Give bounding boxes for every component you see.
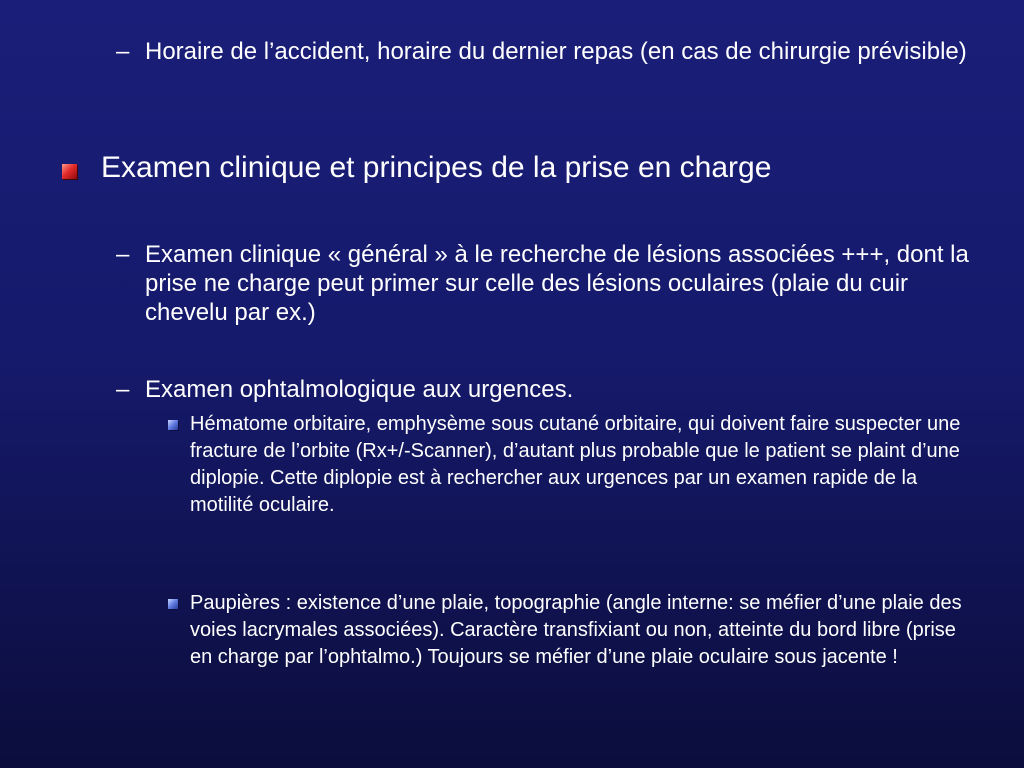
red-square-bullet-icon: [62, 164, 77, 179]
dash-marker: –: [116, 241, 130, 268]
dash-marker: –: [116, 38, 130, 65]
sub-item-general-exam: Examen clinique « général » à le recherche de lésions associées +++, dont la prise ne charge peut primer sur celle des lésions oculaires (plaie du cuir chevelu par ex.): [145, 241, 969, 326]
blue-square-bullet-icon: [168, 420, 178, 430]
sub-item-ophthalmo-exam: Examen ophtalmologique aux urgences.: [145, 376, 574, 403]
dash-marker: –: [116, 376, 130, 403]
blue-square-bullet-icon: [168, 599, 178, 609]
bullet-orbital-hematoma: Hématome orbitaire, emphysème sous cutané orbitaire, qui doivent faire suspecter une fracture de l’orbite (Rx+/-Scanner), d’autant plus probable que le patient se plaint d’une diplopie. Cette diplopie est à rechercher aux urgences par un examen rapide de la motilité oculaire.: [190, 413, 961, 516]
bullet-eyelids: Paupières : existence d’une plaie, topographie (angle interne: se méfier d’une plaie des voies lacrymales associées). Caractère transfixiant ou non, atteinte du bord libre (prise en charge par l’ophtalmo.) Toujours se méfier d’une plaie oculaire sous jacente !: [190, 592, 962, 668]
heading-clinical-exam: Examen clinique et principes de la prise en charge: [101, 151, 772, 184]
sub-item-accident-time: Horaire de l’accident, horaire du dernier repas (en cas de chirurgie prévisible): [145, 38, 967, 65]
